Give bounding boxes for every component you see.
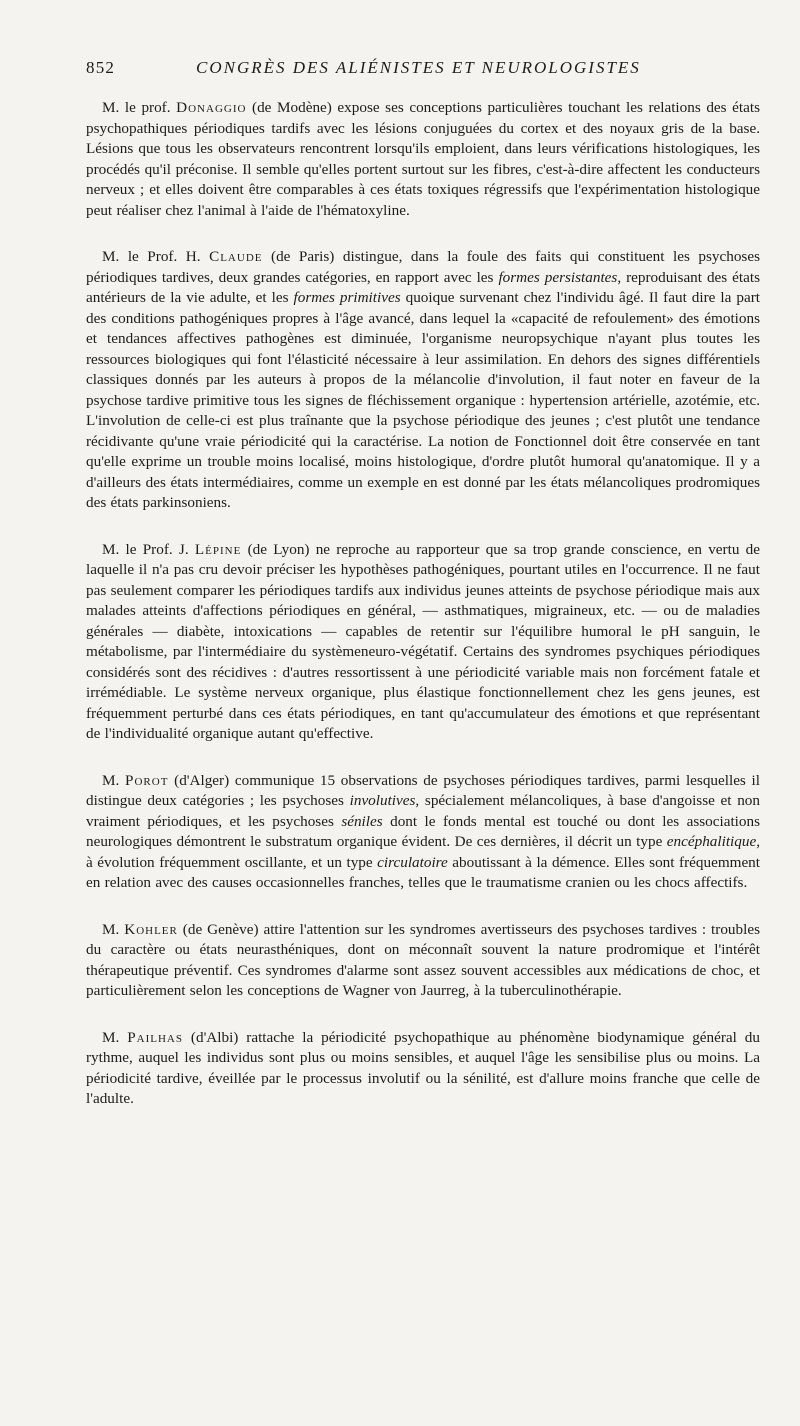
speaker-intro: M.	[102, 771, 126, 789]
speaker-intro: M. le prof.	[102, 99, 177, 116]
speaker-name: Pailhas	[127, 1028, 183, 1046]
speaker-name: Lépine	[194, 540, 242, 558]
paragraph-claude	[86, 247, 760, 514]
paragraph-text: (de Lyon) ne reproche au rapporteur que sa trop grande conscience, en vertu de laquelle il n'a pas cru devoir préciser les hypothèses pathogéniques, pourtant utiles en l'occurrence. Il ne faut pas seulement comparer les périodiques tardifs aux individus jeunes atteints de psychose périodique mais aux malades atteints d'affections périodiques en général, — asthmatiques, migraineux, etc. — ou de maladies générales — diabète, intoxications — capables de retentir sur l'équilibre humoral le pH sanguin, le métabolisme, par l'intermédiaire du systèmeneuro-végétatif. Certains des syndromes psychiques périodiques considérés sont des récidives : d'autres ressortissent à une périodicité variable mais non forcément fatale et irrémédiable. Le système nerveux organique, plus élastique fonctionnellement chez les gens jeunes, est fréquemment perturbé dans ces états périodiques, en tant qu'accumulateur des émotions et que représentant de l'individualité organique autant qu'effective.	[86, 540, 760, 742]
speaker-intro: M. le Prof. J.	[102, 540, 195, 558]
paragraph-text: (d'Albi) rattache la périodicité psychopathique au phénomène biodynamique général du rythme, auquel les individus sont plus ou moins sensibles, et auquel l'âge les sensibilise plus ou moins. La périodicité tardive, éveillée par le processus involutif ou la sénilité, est d'allure moins franche que celle de l'adulte.	[86, 1028, 760, 1107]
paragraph-lepine	[86, 540, 760, 745]
paragraph-text: (de Paris) distingue, dans la foule des faits qui constituent les psychoses périodiques tardives, deux grandes catégories, en rapport avec les	[86, 248, 760, 286]
paragraph-text: , spécialement mélancoliques, à base d'angoisse et non vraiment périodiques, et les psychoses	[86, 792, 760, 830]
emphasis-text: séniles	[341, 812, 383, 830]
running-title: CONGRÈS DES ALIÉNISTES ET NEUROLOGISTES	[196, 58, 641, 77]
paragraph-donaggio	[86, 98, 760, 221]
speaker-name: Claude	[209, 248, 263, 265]
speaker-name: Donaggio	[176, 99, 247, 116]
paragraph-pailhas	[86, 1028, 760, 1110]
emphasis-text: formes persistantes	[498, 268, 618, 286]
paragraph-text: (d'Alger) communique 15 observations de psychoses périodiques tardives, parmi lesquelles il distingue deux catégories ; les psychoses	[86, 771, 760, 809]
paragraph-text: aboutissant à la démence. Elles sont fréquemment en relation avec des causes occasionnelles franches, telles que le traumatisme cranien ou les chocs affectifs.	[86, 853, 760, 891]
emphasis-text: circulatoire	[377, 853, 448, 871]
paragraph-text: , reproduisant des états antérieurs de la vie adulte, et les	[86, 268, 761, 306]
speaker-name: Porot	[125, 771, 169, 789]
paragraph-kohler	[86, 920, 760, 1002]
paragraph-text: quoique survenant chez l'individu âgé. Il faut dire la part des conditions pathogéniques propres à l'âge avancé, dans lequel la «capacité de refoulement» des émotions et tendances affectives pathogènes est diminuée, l'organisme neuropsychique n'ayant plus toutes les ressources biologiques qui font l'élasticité nécessaire à leur assimilation. En dehors des signes différentiels classiques donnés par les auteurs à propos de la mélancolie d'involution, il faut noter en faveur de la psychose tardive primitive tous les signes de fléchissement organique : hypertension artérielle, azotémie, etc. L'involution de celle-ci est plus traînante que la psychose périodique des jeunes ; c'est plutôt une tendance récidivante qu'une vraie périodicité qui la caractérise. La notion de Fonctionnel doit être conservée en tant qu'elle exprime un trouble moins localisé, moins histologique, d'ordre plutôt humoral qu'anatomique. Il y a d'ailleurs des états intermédiaires, comme un exemple en est donné par les états mélancoliques prodromiques des états parkinsoniens.	[86, 289, 760, 511]
paragraph-porot	[86, 771, 760, 894]
emphasis-text: encéphalitique	[666, 833, 757, 850]
emphasis-text: involutives	[349, 792, 416, 809]
emphasis-text: formes primitives	[293, 289, 401, 306]
speaker-intro: M. le Prof. H.	[102, 248, 210, 265]
speaker-intro: M.	[102, 920, 125, 938]
page-number: 852	[86, 58, 116, 77]
speaker-name: Kohler	[124, 920, 178, 938]
paragraph-text: dont le fonds mental est touché ou dont les associations neurologiques démontrent le substratum organique évident. De ces dernières, il décrit un type	[86, 812, 760, 850]
speaker-intro: M.	[102, 1028, 128, 1046]
paragraph-text: , à évolution fréquemment oscillante, et un type	[86, 833, 760, 871]
paragraph-text: (de Modène) expose ses conceptions particulières touchant les relations des états psychopathiques périodiques tardifs avec les lésions conjuguées du cortex et des noyaux gris de la base. Lésions que tous les observateurs rencontrent lorsqu'ils emploient, dans leurs vérifications histologiques, les procédés qu'il préconise. Il semble qu'elles portent surtout sur les fibres, c'est-à-dire affectent les conducteurs nerveux ; et elles doivent être comparables à ces états toxiques régressifs que l'expérimentation histologique peut réaliser chez l'animal à l'aide de l'hématoxyline.	[86, 99, 760, 219]
paragraph-text: (de Genève) attire l'attention sur les syndromes avertisseurs des psychoses tardives : troubles du caractère ou états neurasthéniques, dont on méconnaît souvent la nature prodromique et l'intérêt thérapeutique préventif. Ces syndromes d'alarme sont assez souvent accessibles aux médications de choc, et particulièrement selon les conceptions de Wagner von Jaurreg, à la tuberculinothérapie.	[86, 920, 760, 999]
page-header	[86, 58, 760, 78]
